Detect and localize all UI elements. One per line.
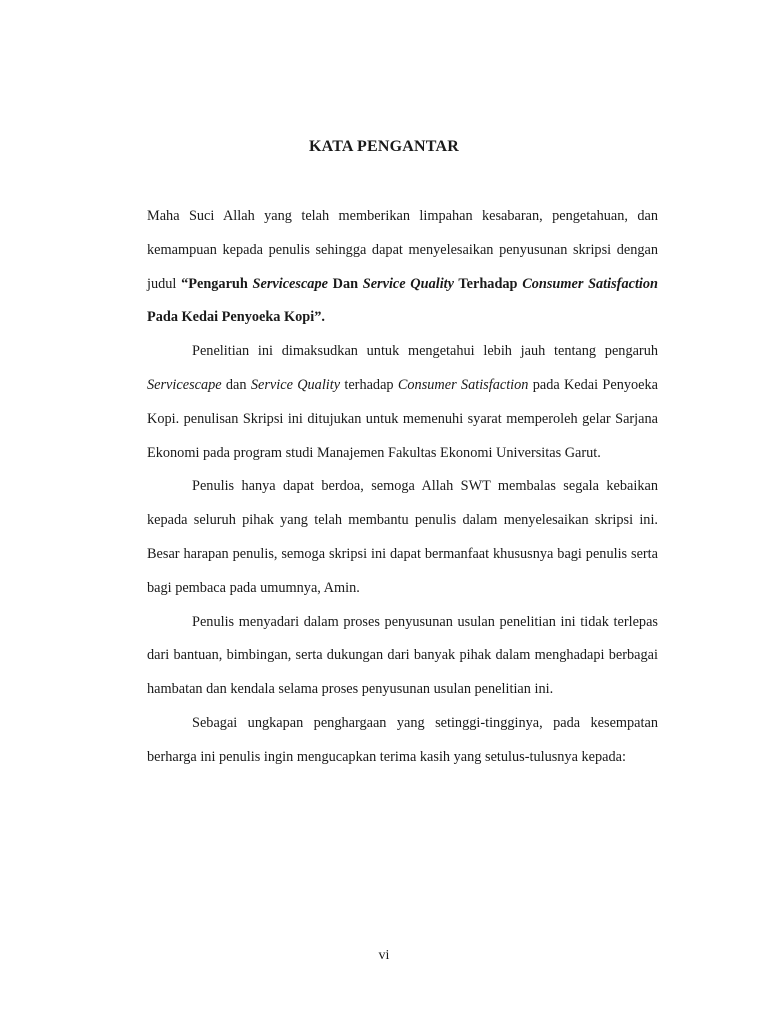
document-body (147, 200, 658, 775)
paragraph-opening (147, 200, 658, 335)
paragraph-purpose: Penelitian ini dimaksudkan untuk mengetahui lebih jauh tentang pengaruh Servicescape dan Service Quality terhadap Consumer Satisfaction pada Kedai Penyoeka Kopi. penulisan Skripsi ini ditujukan untuk memenuhi syarat memperoleh gelar Sarjana Ekonomi pada program studi Manajemen Fakultas Ekonomi Universitas Garut. (147, 343, 658, 461)
opening-text: Maha Suci Allah yang telah memberikan limpahan kesabaran, pengetahuan, dan kemampuan kepada penulis sehingga dapat menyelesaikan penyusunan skripsi dengan judul (147, 208, 658, 292)
paragraph-prayer: Penulis hanya dapat berdoa, semoga Allah SWT membalas segala kebaikan kepada seluruh pihak yang telah membantu penulis dalam menyelesaikan skripsi ini. Besar harapan penulis, semoga skripsi ini dapat bermanfaat khususnya bagi penulis serta bagi pembaca pada umumnya, Amin. (147, 478, 658, 596)
paragraph-acknowledgement: Penulis menyadari dalam proses penyusunan usulan penelitian ini tidak terlepas dari bantuan, bimbingan, serta dukungan dari banyak pihak dalam menghadapi berbagai hambatan dan kendala selama proses penyusunan usulan penelitian ini. (147, 613, 658, 698)
thesis-title: “Pengaruh Servicescape Dan Service Quality Terhadap Consumer Satisfaction Pada Kedai Penyoeka Kopi”. (147, 275, 658, 326)
page-title: KATA PENGANTAR (309, 138, 459, 155)
page-number: vi (378, 948, 390, 963)
paragraph-thanks: Sebagai ungkapan penghargaan yang setinggi-tingginya, pada kesempatan berharga ini penulis ingin mengucapkan terima kasih yang setulus-tulusnya kepada: (147, 714, 658, 765)
